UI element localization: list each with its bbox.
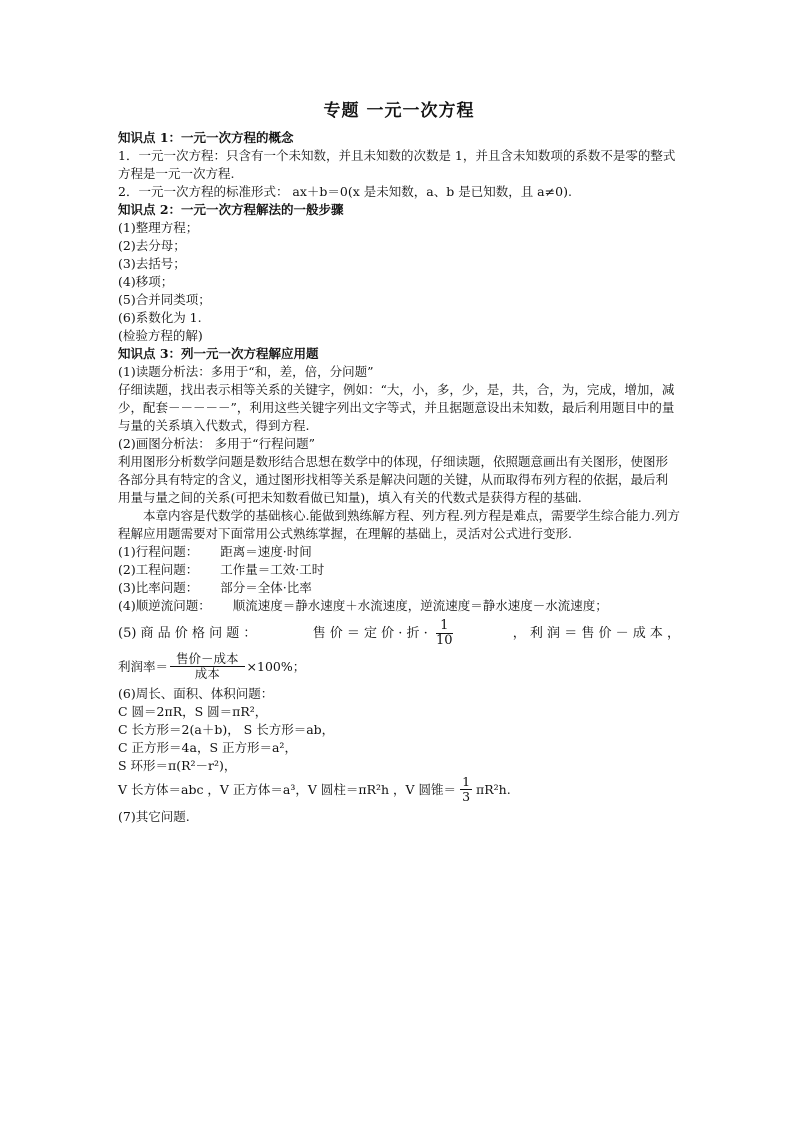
page-title: 专题 一元一次方程: [323, 101, 475, 121]
fraction-numerator: 1: [436, 619, 453, 634]
k3-method-2-title: (2)画图分析法： 多用于“行程问题”: [118, 436, 315, 451]
k2-step-3: (3)去括号；: [118, 256, 186, 271]
k2-heading: 知识点 2：一元一次方程解法的一般步骤: [118, 202, 344, 217]
formula-5-label: (5) 商 品 价 格 问 题 ：: [118, 625, 257, 641]
k2-step-7: (检验方程的解): [118, 328, 203, 343]
formula-2: [118, 561, 680, 579]
k3-heading: 知识点 3：列一元一次方程解应用题: [118, 346, 319, 361]
formula-6-line-4: S 环形＝π(R²－r²)，: [118, 758, 237, 773]
k1-para-2: 2．一元一次方程的标准形式： ax＋b＝0(x 是未知数，a、b 是已知数，且 a≠0).: [118, 184, 572, 199]
formula-6-line-5-text: V 长方体＝abc ，V 正方体＝a³，V 圆柱＝πR²h ，V 圆锥＝: [118, 781, 457, 797]
formula-7: (7)其它问题.: [118, 809, 190, 824]
formula-3: [118, 579, 680, 597]
k2-step-1: (1)整理方程；: [118, 220, 199, 235]
fraction-one-third-denominator: 3: [462, 789, 471, 804]
k3-method-1-title: (1)读题分析法：多用于“和，差，倍，分问题”: [118, 364, 374, 379]
formula-5-price: [313, 619, 457, 648]
formula-3-text: 部分＝全体·比率: [220, 580, 312, 595]
formula-5-profit: ， 利 润 ＝ 售 价 － 成 本 ，: [512, 625, 680, 641]
formula-1-text: 距离＝速度·时间: [220, 544, 312, 559]
formula-6-line-1: C 圆＝2πR，S 圆＝πR²，: [118, 704, 268, 719]
fraction-profit-rate: [170, 652, 245, 681]
formula-5-rate: [118, 652, 680, 681]
k2-step-2: (2)去分母；: [118, 238, 186, 253]
fraction-profit-rate-denominator: 成本: [194, 666, 220, 681]
k1-heading: 知识点 1：一元一次方程的概念: [118, 130, 294, 145]
fraction-profit-rate-numerator: 售价－成本: [170, 652, 245, 667]
fraction-one-third: [460, 775, 472, 804]
formula-5-rate-tail: ×100%；: [246, 658, 306, 674]
k3-method-1-body: 仔细读题，找出表示相等关系的关键字，例如：“大，小，多，少，是，共，合，为，完成，增加，减少，配套－－－－－”，利用这些关键字列出文字等式，并且据题意设出未知数，最后利用题目中的量与量的关系填入代数式，得到方程.: [118, 382, 675, 433]
document-page: [118, 96, 680, 826]
formula-6-line-2: C 长方形＝2(a＋b)， S 长方形＝ab，: [118, 722, 335, 737]
formula-2-text: 工作量＝工效·工时: [220, 562, 325, 577]
formula-1: [118, 543, 680, 561]
formula-5-price-text: 售 价 ＝ 定 价 · 折 ·: [312, 626, 428, 641]
k1-para-1: 1．一元一次方程：只含有一个未知数，并且未知数的次数是 1，并且含未知数项的系数不是零的整式方程是一元一次方程.: [118, 148, 676, 181]
k2-step-5: (5)合并同类项；: [118, 292, 211, 307]
formula-4-label: (4)顺逆流问题：: [118, 598, 211, 613]
fraction-one-tenth: [436, 619, 453, 648]
k3-method-2-body: 利用图形分析数学问题是数形结合思想在数学中的体现，仔细读题，依照题意画出有关图形，使图形各部分具有特定的含义，通过图形找相等关系是解决问题的关键，从而取得布列方程的依据，最后利用量与量之间的关系(可把未知数看做已知量)，填入有关的代数式是获得方程的基础.: [118, 454, 669, 505]
k3-summary: 本章内容是代数学的基础核心.能做到熟练解方程、列方程.列方程是难点，需要学生综合能力.列方程解应用题需要对下面常用公式熟练掌握，在理解的基础上，灵活对公式进行变形.: [118, 508, 680, 541]
formula-6-line-5-tail: πR²h.: [476, 781, 511, 797]
formula-4: [118, 597, 680, 615]
formula-3-label: (3)比率问题：: [118, 580, 199, 595]
formula-5: [118, 619, 680, 648]
k2-step-4: (4)移项；: [118, 274, 174, 289]
fraction-denominator: 10: [435, 633, 453, 648]
k2-step-6: (6)系数化为 1.: [118, 310, 202, 325]
formula-6-line-5: [118, 775, 680, 804]
formula-1-label: (1)行程问题：: [118, 544, 199, 559]
formula-2-label: (2)工程问题：: [118, 562, 199, 577]
formula-5-rate-label: 利润率＝: [118, 658, 169, 674]
fraction-one-third-numerator: 1: [462, 774, 471, 789]
formula-4-text: 顺流速度＝静水速度＋水流速度，逆流速度＝静水速度－水流速度；: [232, 598, 608, 613]
formula-6-line-3: C 正方形＝4a，S 正方形＝a²，: [118, 740, 297, 755]
formula-6-label: (6)周长、面积、体积问题：: [118, 686, 274, 701]
